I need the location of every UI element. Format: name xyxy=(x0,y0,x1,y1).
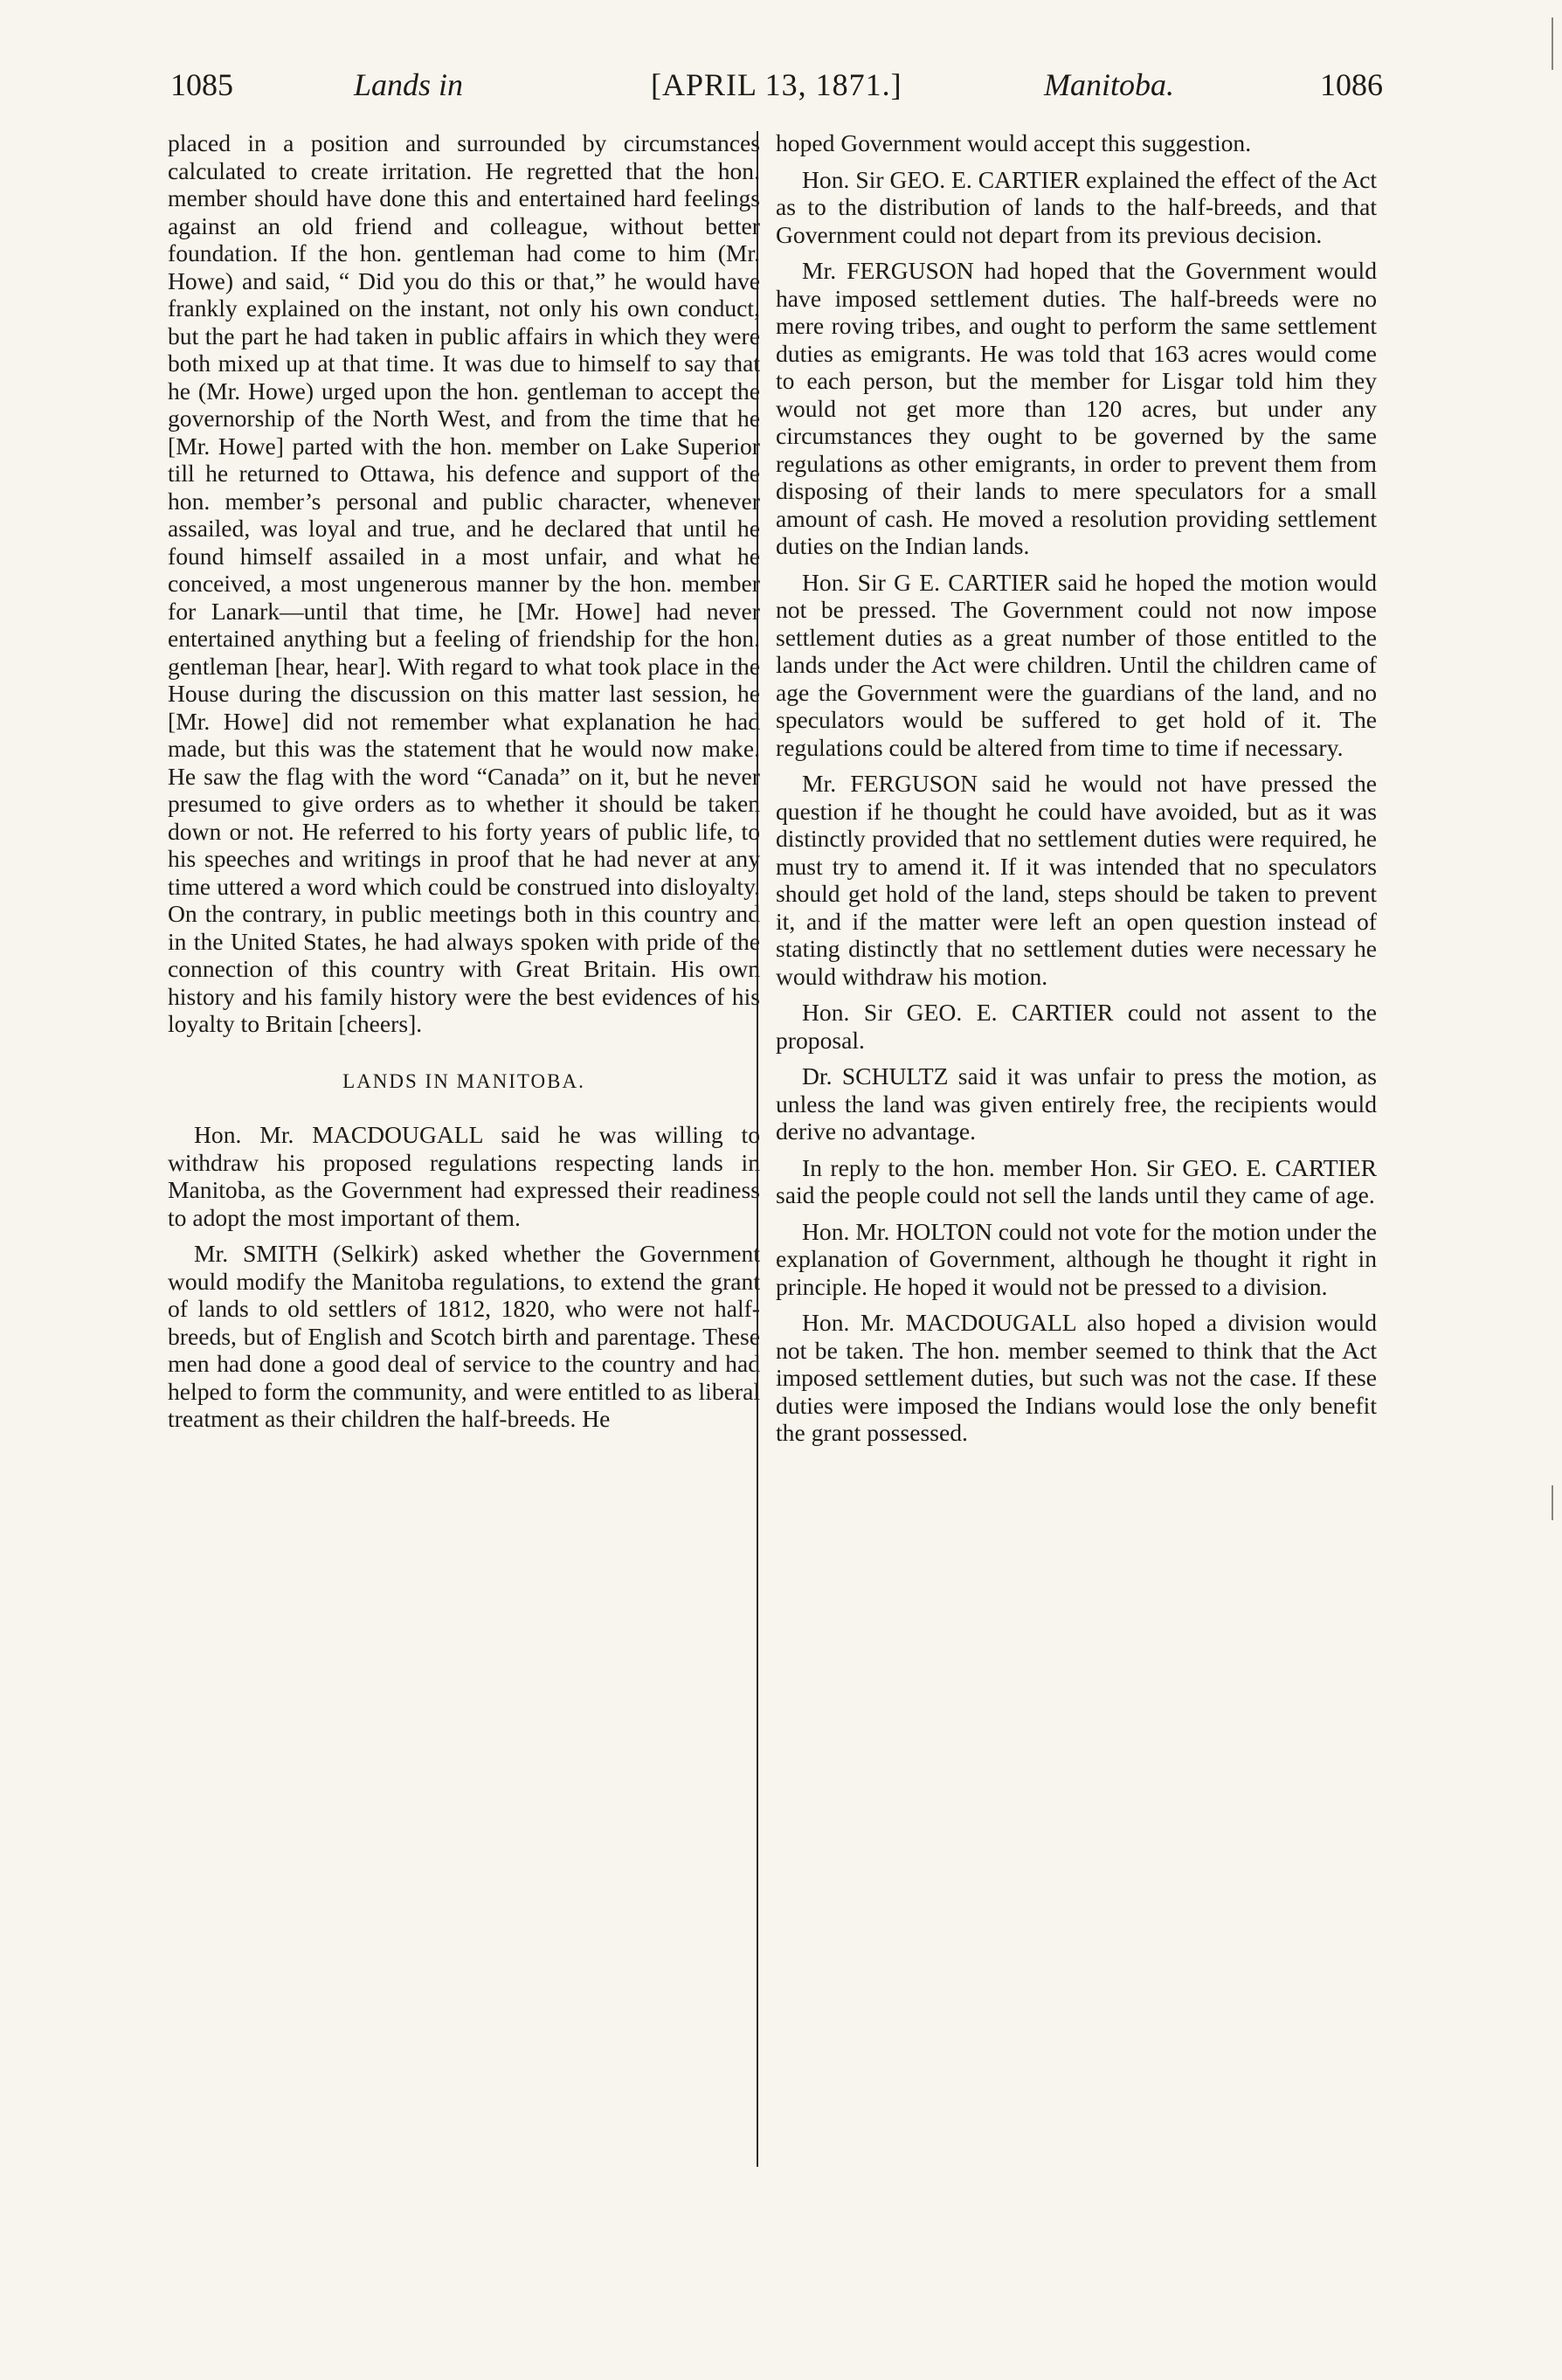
left-paragraph-1: placed in a position and surrounded by circumstances calculated to create irritation. He regretted that the hon. member should have done this and entertained hard feelings against an old friend and colleague, without better foundation. If the hon. gentleman had come to him (Mr. Howe) and said, “ Did you do this or that,” he would have frankly explained on the instant, not only his own conduct, but the part he had taken in public affairs in which they were both mixed up at that time. It was due to himself to say that he (Mr. Howe) urged upon the hon. gentleman to accept the governorship of the North West, and from the time that he [Mr. Howe] parted with the hon. member on Lake Superior till he returned to Ottawa, his defence and support of the hon. member’s personal and public character, whenever assailed, was loyal and true, and he declared that until he found himself assailed in a most unfair, and what he conceived, a most ungenerous manner by the hon. member for Lanark—until that time, he [Mr. Howe] had never entertained anything but a feeling of friendship for the hon. gentleman [hear, hear]. With regard to what took place in the House during the discussion on this matter last session, he [Mr. Howe] did not remember what explanation he had made, but this was the statement that he would now make. He saw the flag with the word “Canada” on it, but he never presumed to give orders as to whether it should be taken down or not. He referred to his forty years of public life, to his speeches and writings in proof that he had never at any time uttered a word which could be construed into disloyalty. On the contrary, in public meetings both in this country and in the United States, he had always spoken with pride of the connection of this country with Great Britain. His own history and his family history were the best evidences of his loyalty to Britain [cheers]. xyxy=(168,129,760,1037)
right-page-number: 1086 xyxy=(1320,67,1383,102)
page-header xyxy=(162,59,1383,110)
right-paragraph-9: Hon. Mr. HOLTON could not vote for the motion under the explanation of Government, although he thought it right in principle. He hoped it would not be pressed to a division. xyxy=(776,1217,1377,1300)
right-paragraph-4: Hon. Sir G E. CARTIER said he hoped the motion would not be pressed. The Government could not now impose settlement duties as a great number of those entitled to the lands under the Act were children. Until the children came of age the Government were the guardians of the land, and no speculators would be suffered to get hold of it. The regulations could be altered from time to time if necessary. xyxy=(776,568,1377,761)
scan-edge-mark xyxy=(1552,1485,1553,1520)
right-paragraph-5: Mr. FERGUSON said he would not have pressed the question if he thought he could have avoided, but as it was distinctly provided that no settlement duties were required, he must try to amend it. If it was intended that no speculators should get hold of the land, steps should be taken to prevent it, and if the matter were left an open question instead of stating distinctly that no settlement duties were necessary he would withdraw his motion. xyxy=(776,770,1377,990)
right-column xyxy=(776,129,1377,1456)
section-heading: LANDS IN MANITOBA. xyxy=(342,1069,585,1092)
left-page-number: 1085 xyxy=(170,67,233,102)
right-paragraph-7: Dr. SCHULTZ said it was unfair to press the motion, as unless the land was given entirely free, the recipients would derive no advantage. xyxy=(776,1062,1377,1145)
right-paragraph-2: Hon. Sir GEO. E. CARTIER explained the effect of the Act as to the distribution of lands to the half-breeds, and that Government could not depart from its previous decision. xyxy=(776,165,1377,248)
right-paragraph-8: In reply to the hon. member Hon. Sir GEO. E. CARTIER said the people could not sell the lands until they came of age. xyxy=(776,1153,1377,1208)
left-running-title: Lands in xyxy=(354,67,464,102)
left-column xyxy=(168,129,760,1442)
right-running-title: Manitoba. xyxy=(1044,67,1174,102)
scan-edge-mark xyxy=(1552,17,1553,70)
right-paragraph-6: Hon. Sir GEO. E. CARTIER could not assent to the proposal. xyxy=(776,999,1377,1054)
header-date: [APRIL 13, 1871.] xyxy=(651,67,902,102)
right-paragraph-10: Hon. Mr. MACDOUGALL also hoped a division would not be taken. The hon. member seemed to think that the Act imposed settlement duties, but such was not the case. If these duties were imposed the Indians would lose the only benefit the grant possessed. xyxy=(776,1309,1377,1446)
left-section-paragraph-2: Mr. SMITH (Selkirk) asked whether the Government would modify the Manitoba regulations, to extend the grant of lands to old settlers of 1812, 1820, who were not half-breeds, but of English and Scotch birth and parentage. These men had done a good deal of service to the country and had helped to form the community, and were entitled to as liberal treatment as their children the half-breeds. He xyxy=(168,1240,760,1432)
right-paragraph-1: hoped Government would accept this suggestion. xyxy=(776,129,1252,156)
right-paragraph-3: Mr. FERGUSON had hoped that the Government would have imposed settlement duties. The half-breeds were no mere roving tribes, and ought to perform the same settlement duties as emigrants. He was told that 163 acres would come to each person, but the member for Lisgar told him they would not get more than 120 acres, but under any circumstances they ought to be governed by the same regulations as other emigrants, in order to prevent them from disposing of their lands to mere speculators for a small amount of cash. He moved a resolution providing settlement duties on the Indian lands. xyxy=(776,257,1377,559)
left-section-paragraph-1: Hon. Mr. MACDOUGALL said he was willing to withdraw his proposed regulations respecting lands in Manitoba, as the Government had expressed their readiness to adopt the most important of them. xyxy=(168,1121,760,1231)
